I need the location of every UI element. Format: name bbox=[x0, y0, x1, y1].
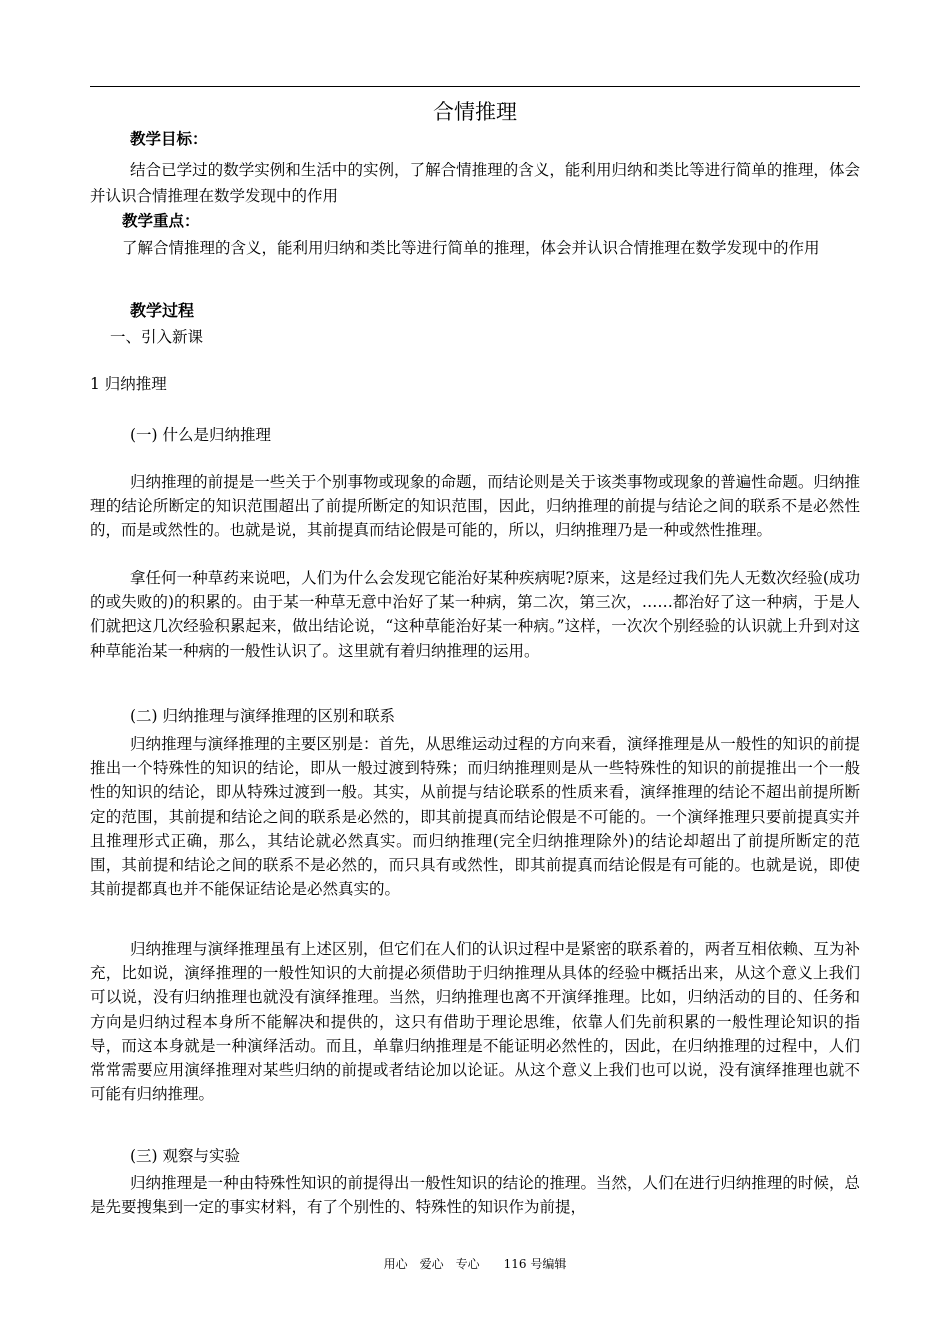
subsection1-heading: (一) 什么是归纳推理 bbox=[130, 426, 272, 444]
page-footer: 用心 爱心 专心 116 号编辑 bbox=[383, 1257, 567, 1271]
paragraph-1: 归纳推理的前提是一些关于个别事物或现象的命题，而结论则是关于该类事物或现象的普遍性命题。归纳推理的结论所断定的知识范围超出了前提所断定的知识范围，因此，归纳推理的前提与结论之间的联系不是必然性的，而是或然性的。也就是说，其前提真而结论假是可能的，所以，归纳推理乃是一种或然性推理。 bbox=[90, 473, 860, 540]
teaching-goal-text: 结合已学过的数学实例和生活中的实例，了解合情推理的含义，能利用归纳和类比等进行简单的推理，体会并认识合情推理在数学发现中的作用 bbox=[90, 161, 860, 205]
teaching-focus-text: 了解合情推理的含义，能利用归纳和类比等进行简单的推理，体会并认识合情推理在数学发现中的作用 bbox=[122, 239, 820, 257]
paragraph-2: 拿任何一种草药来说吧，人们为什么会发现它能治好某种疾病呢?原来，这是经过我们先人无数次经验(成功的或失败的)的积累的。由于某一种草无意中治好了某一种病，第二次，第三次，……都治好了这一种病，于是人们就把这几次经验积累起来，做出结论说，“这种草能治好某一种病。”这样，一次次个别经验的认识就上升到对这种草能治某一种病的一般性认识了。这里就有着归纳推理的运用。 bbox=[90, 569, 860, 660]
teaching-goal-heading: 教学目标： bbox=[130, 129, 208, 148]
teaching-focus-heading: 教学重点： bbox=[122, 211, 200, 230]
paragraph-5: 归纳推理是一种由特殊性知识的前提得出一般性知识的结论的推理。当然，人们在进行归纳推理的时候，总是先要搜集到一定的事实材料，有了个别性的、特殊性的知识作为前提， bbox=[90, 1174, 860, 1217]
intro-heading: 一、引入新课 bbox=[110, 328, 204, 346]
process-heading: 教学过程 bbox=[130, 301, 195, 320]
subsection2-heading: (二) 归纳推理与演绎推理的区别和联系 bbox=[130, 707, 396, 725]
paragraph-4: 归纳推理与演绎推理虽有上述区别，但它们在人们的认识过程中是紧密的联系着的，两者互相依赖、互为补充，比如说，演绎推理的一般性知识的大前提必须借助于归纳推理从具体的经验中概括出来，从这个意义上我们可以说，没有归纳推理也就没有演绎推理。当然，归纳推理也离不开演绎推理。比如，归纳活动的目的、任务和方向是归纳过程本身所不能解决和提供的，这只有借助于理论思维，依靠人们先前积累的一般性理论知识的指导，而这本身就是一种演绎活动。而且，单靠归纳推理是不能证明必然性的，因此，在归纳推理的过程中，人们常常需要应用演绎推理对某些归纳的前提或者结论加以论证。从这个意义上我们也可以说，没有演绎推理也就不可能有归纳推理。 bbox=[90, 940, 860, 1104]
page-title: 合情推理 bbox=[433, 100, 517, 124]
header-rule bbox=[90, 86, 860, 87]
section1-heading: 1 归纳推理 bbox=[90, 375, 167, 393]
subsection3-heading: (三) 观察与实验 bbox=[130, 1147, 241, 1165]
paragraph-3: 归纳推理与演绎推理的主要区别是：首先，从思维运动过程的方向来看，演绎推理是从一般性的知识的前提推出一个特殊性的知识的结论，即从一般过渡到特殊；而归纳推理则是从一些特殊性的知识的前提推出一个一般性的知识的结论，即从特殊过渡到一般。其实，从前提与结论联系的性质来看，演绎推理的结论不超出前提所断定的范围，其前提和结论之间的联系是必然的，即其前提真而结论假是不可能的。一个演绎推理只要前提真实并且推理形式正确，那么，其结论就必然真实。而归纳推理(完全归纳推理除外)的结论却超出了前提所断定的范围，其前提和结论之间的联系不是必然的，而只具有或然性，即其前提真而结论假是有可能的。也就是说，即使其前提都真也并不能保证结论是必然真实的。 bbox=[90, 735, 860, 899]
